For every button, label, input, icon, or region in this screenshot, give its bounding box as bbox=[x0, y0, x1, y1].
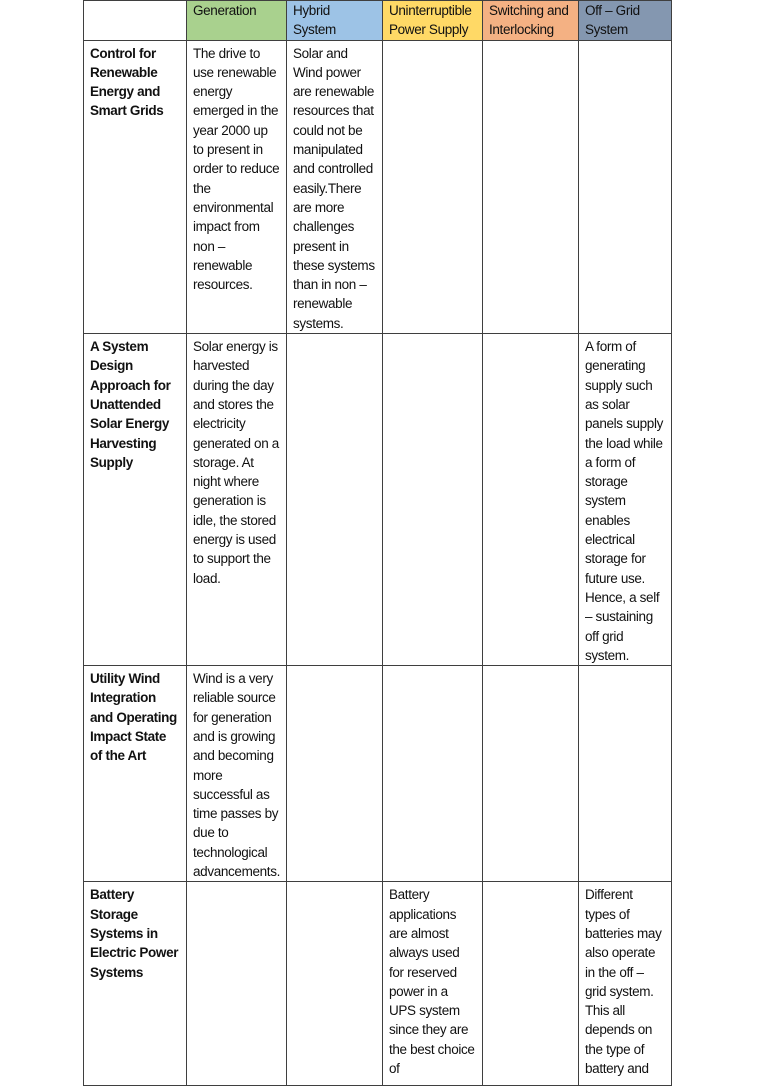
table-cell bbox=[187, 882, 287, 1086]
table-cell bbox=[287, 334, 383, 666]
table-cell: Solar and Wind power are renewable resources that could not be manipulated and controlled easily.There are more challenges present in these systems than in non – renewable systems. bbox=[287, 40, 383, 333]
table-cell bbox=[287, 666, 383, 882]
table-header-row bbox=[84, 1, 672, 41]
table-cell: Battery applications are almost always used for reserved power in a UPS system since they are the best choice of bbox=[383, 882, 483, 1086]
table-cell: Solar energy is harvested during the day and stores the electricity generated on a storage. At night where generation is idle, the stored energy is used to support the load. bbox=[187, 334, 287, 666]
table-row bbox=[84, 882, 672, 1086]
header-generation: Generation bbox=[187, 1, 287, 41]
row-title: A System Design Approach for Unattended Solar Energy Harvesting Supply bbox=[84, 334, 187, 666]
table-row bbox=[84, 334, 672, 666]
row-title: Utility Wind Integration and Operating Impact State of the Art bbox=[84, 666, 187, 882]
table-cell: Different types of batteries may also operate in the off – grid system. This all depends on the type of battery and bbox=[579, 882, 672, 1086]
table-cell: A form of generating supply such as solar panels supply the load while a form of storage system enables electrical storage for future use. Hence, a self – sustaining off grid system. bbox=[579, 334, 672, 666]
table-cell bbox=[383, 40, 483, 333]
table-cell: The drive to use renewable energy emerged in the year 2000 up to present in order to reduce the environmental impact from non – renewable resources. bbox=[187, 40, 287, 333]
table-cell bbox=[483, 882, 579, 1086]
table-cell bbox=[383, 334, 483, 666]
header-hybrid-system: Hybrid System bbox=[287, 1, 383, 41]
comparison-table bbox=[83, 0, 672, 1086]
table-cell bbox=[483, 334, 579, 666]
table-cell bbox=[383, 666, 483, 882]
header-corner-cell bbox=[84, 1, 187, 41]
table-cell bbox=[579, 666, 672, 882]
row-title: Control for Renewable Energy and Smart Grids bbox=[84, 40, 187, 333]
table-cell: Wind is a very reliable source for generation and is growing and becoming more successful as time passes by due to technological advancements. bbox=[187, 666, 287, 882]
table-cell bbox=[579, 40, 672, 333]
table-cell bbox=[287, 882, 383, 1086]
table-row bbox=[84, 40, 672, 333]
table-row bbox=[84, 666, 672, 882]
table-cell bbox=[483, 40, 579, 333]
table-cell bbox=[483, 666, 579, 882]
row-title: Battery Storage Systems in Electric Power Systems bbox=[84, 882, 187, 1086]
header-off-grid-system: Off – Grid System bbox=[579, 1, 672, 41]
header-switching-interlocking: Switching and Interlocking bbox=[483, 1, 579, 41]
header-ups: Uninterruptible Power Supply bbox=[383, 1, 483, 41]
